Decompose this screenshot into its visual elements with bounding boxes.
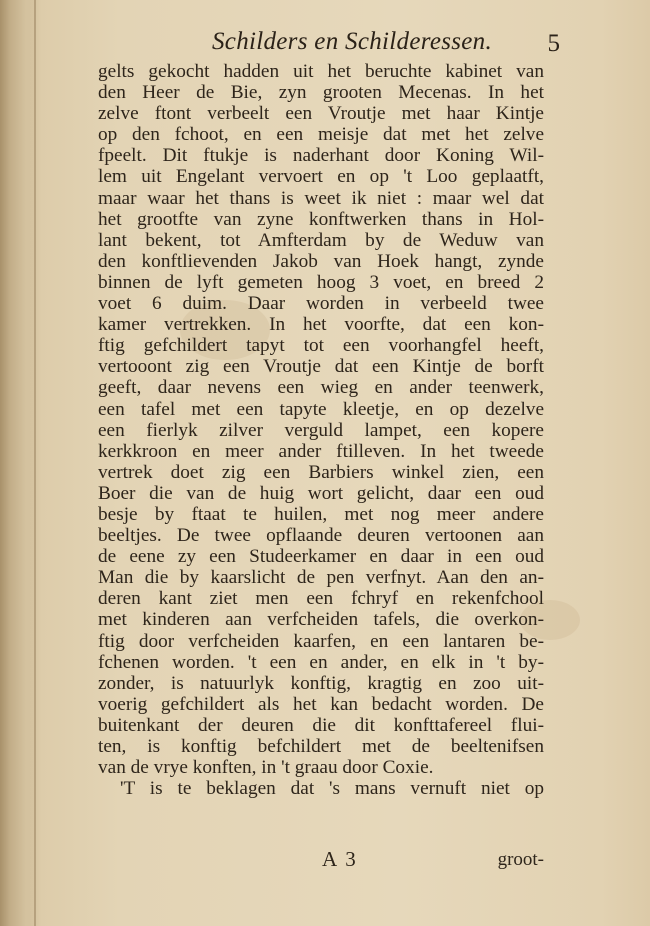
text-line: den Heer de Bie, zyn grooten Mecenas. In het <box>98 82 544 104</box>
text-line: maar waar het thans is weet ik niet : maar wel dat <box>98 187 544 209</box>
text-line: vertooont zig een Vroutje dat een Kintje de borft <box>98 356 544 378</box>
text-line: geeft, daar nevens een wieg en ander teenwerk, <box>98 377 544 399</box>
text-line: zelve ftont verbeelt een Vroutje met haar Kintje <box>98 103 544 125</box>
text-line: de eene zy een Studeerkamer en daar in een oud <box>98 546 544 568</box>
text-line: voet 6 duim. Daar worden in verbeeld twee <box>98 293 544 315</box>
text-line: Man die by kaarslicht de pen verfnyt. Aan den an- <box>98 567 544 589</box>
catchword: groot- <box>497 849 544 870</box>
text-line: beeltjes. De twee opflaande deuren vertoonen aan <box>98 525 544 547</box>
page-footer <box>98 843 544 873</box>
text-line: ten, is konftig befchildert met de beeltenifsen <box>98 736 544 757</box>
text-line: zonder, is natuurlyk konftig, kragtig en zoo uit- <box>98 672 544 694</box>
text-line: een fierlyk zilver verguld lampet, een kopere <box>98 419 544 441</box>
text-line: fpeelt. Dit ftukje is naderhant door Koning Wil- <box>98 145 544 167</box>
page-number: 5 <box>547 30 560 57</box>
text-line: besje by ftaat te huilen, met nog meer andere <box>98 503 544 525</box>
text-line: vertrek doet zig een Barbiers winkel zien, een <box>98 461 544 483</box>
text-line: binnen de lyft gemeten hoog 3 voet, en breed 2 <box>98 271 544 293</box>
text-line: 'T is te beklagen dat 's mans vernuft niet op <box>120 778 544 800</box>
text-line: Boer die van de huig wort gelicht, daar een oud <box>98 482 544 504</box>
signature-mark: A 3 <box>322 847 358 871</box>
body-text <box>98 61 544 799</box>
text-line: op den fchoot, en een meisje dat met het zelve <box>98 124 544 146</box>
gutter-fold <box>34 0 36 926</box>
text-line: ftig gefchildert tapyt tot een voorhangfel heeft, <box>98 335 544 357</box>
text-line: buitenkant der deuren die dit konfttafereel flui- <box>98 714 544 736</box>
running-header <box>100 26 560 60</box>
text-line: gelts gekocht hadden uit het beruchte kabinet van <box>98 61 544 82</box>
text-line: met kinderen aan verfcheiden tafels, die overkon- <box>98 609 544 631</box>
text-line: lant bekent, tot Amfterdam by de Weduw van <box>98 229 544 251</box>
text-line: den konftlievenden Jakob van Hoek hangt, zynde <box>98 250 544 272</box>
text-line: kamer vertrekken. In het voorfte, dat een kon- <box>98 314 544 336</box>
text-line: van de vrye konften, in 't graau door Coxie. <box>98 757 434 779</box>
text-line: lem uit Engelant vervoert en op 't Loo geplaatft, <box>98 166 544 188</box>
running-title: Schilders en Schilderessen. <box>212 28 493 55</box>
text-line: voerig gefchildert als het kan bedacht worden. De <box>98 693 544 715</box>
text-line: fchenen worden. 't een en ander, en elk in 't by- <box>98 651 544 673</box>
text-line: kerkkroon en meer ander ftilleven. In het tweede <box>98 440 544 462</box>
text-line: het grootfte van zyne konftwerken thans in Hol- <box>98 208 544 230</box>
text-line: deren kant ziet men een fchryf en rekenfchool <box>98 588 544 610</box>
text-line: ftig door verfcheiden kaarfen, en een lantaren be- <box>98 630 544 652</box>
text-line: een tafel met een tapyte kleetje, en op dezelve <box>98 398 544 420</box>
